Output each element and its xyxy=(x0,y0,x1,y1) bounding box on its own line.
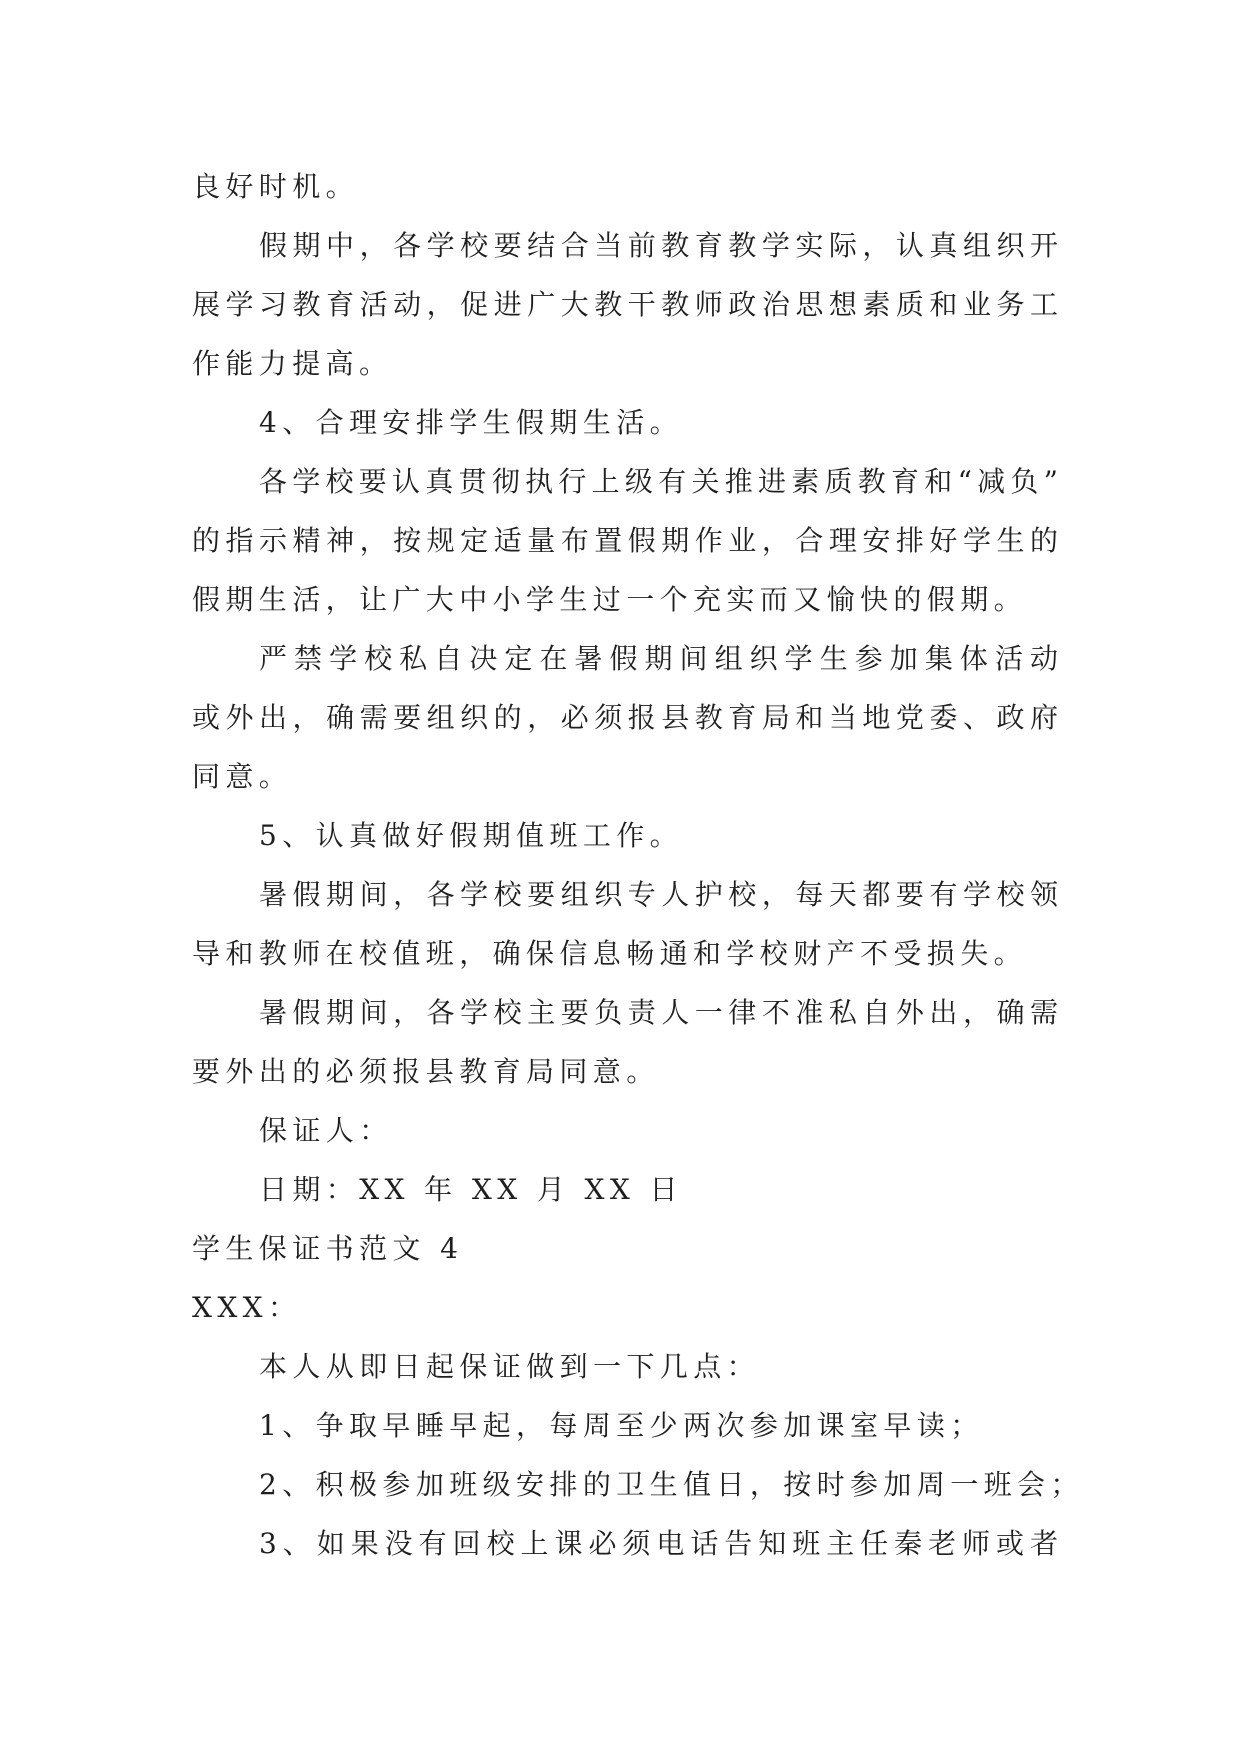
paragraph xyxy=(192,983,1060,1101)
guarantor-line xyxy=(192,1101,1060,1160)
text-line: 严禁学校私自决定在暑假期间组织学生参加集体活动 xyxy=(259,642,1060,675)
list-item xyxy=(192,1455,1084,1514)
paragraph xyxy=(192,1337,1060,1396)
paragraph xyxy=(192,629,1060,806)
text-line: 暑假期间，各学校要组织专人护校，每天都要有学校领 xyxy=(259,878,1060,911)
text-line: 同意。 xyxy=(192,760,293,793)
text-line: 5、认真做好假期值班工作。 xyxy=(259,819,684,852)
text-line: 4、合理安排学生假期生活。 xyxy=(259,406,684,439)
text-line: 1、争取早睡早起，每周至少两次参加课室早读； xyxy=(259,1409,984,1442)
text-line: 本人从即日起保证做到一下几点： xyxy=(259,1350,761,1383)
text-line: 要外出的必须报县教育局同意。 xyxy=(192,1055,660,1088)
list-item xyxy=(192,1396,1060,1455)
paragraph xyxy=(192,216,1060,393)
salutation xyxy=(192,1278,1060,1337)
text-line: 保证人： xyxy=(259,1114,393,1147)
paragraph xyxy=(192,452,1060,629)
text-line: 暑假期间，各学校主要负责人一律不准私自外出，确需 xyxy=(259,996,1060,1029)
text-line: XXX： xyxy=(192,1291,302,1324)
text-line: 假期中，各学校要结合当前教育教学实际，认真组织开 xyxy=(259,229,1060,262)
text-line: 作能力提高。 xyxy=(192,347,393,380)
list-item-heading xyxy=(192,806,1060,865)
text-line: 良好时机。 xyxy=(192,170,360,203)
text-line: 3、如果没有回校上课必须电话告知班主任秦老师或者 xyxy=(259,1527,1060,1560)
list-item-heading xyxy=(192,393,1060,452)
text-line: 2、积极参加班级安排的卫生值日，按时参加周一班会； xyxy=(259,1468,1084,1501)
text-line: 各学校要认真贯彻执行上级有关推进素质教育和“减负” xyxy=(259,465,1060,498)
paragraph xyxy=(192,865,1060,983)
text-line: 的指示精神，按规定适量布置假期作业，合理安排好学生的 xyxy=(192,524,1060,557)
text-line: 导和教师在校值班，确保信息畅通和学校财产不受损失。 xyxy=(192,937,1028,970)
paragraph-continuation xyxy=(192,157,1060,216)
text-line: 日期：XX 年 XX 月 XX 日 xyxy=(259,1173,683,1206)
text-line: 假期生活，让广大中小学生过一个充实而又愉快的假期。 xyxy=(192,583,1028,616)
text-line: 展学习教育活动，促进广大教干教师政治思想素质和业务工 xyxy=(192,288,1060,321)
text-line: 学生保证书范文 4 xyxy=(192,1232,464,1265)
section-title xyxy=(192,1219,1060,1278)
document-page xyxy=(192,157,1084,1573)
list-item xyxy=(192,1514,1060,1573)
text-line: 或外出，确需要组织的，必须报县教育局和当地党委、政府 xyxy=(192,701,1060,734)
date-line xyxy=(192,1160,1060,1219)
